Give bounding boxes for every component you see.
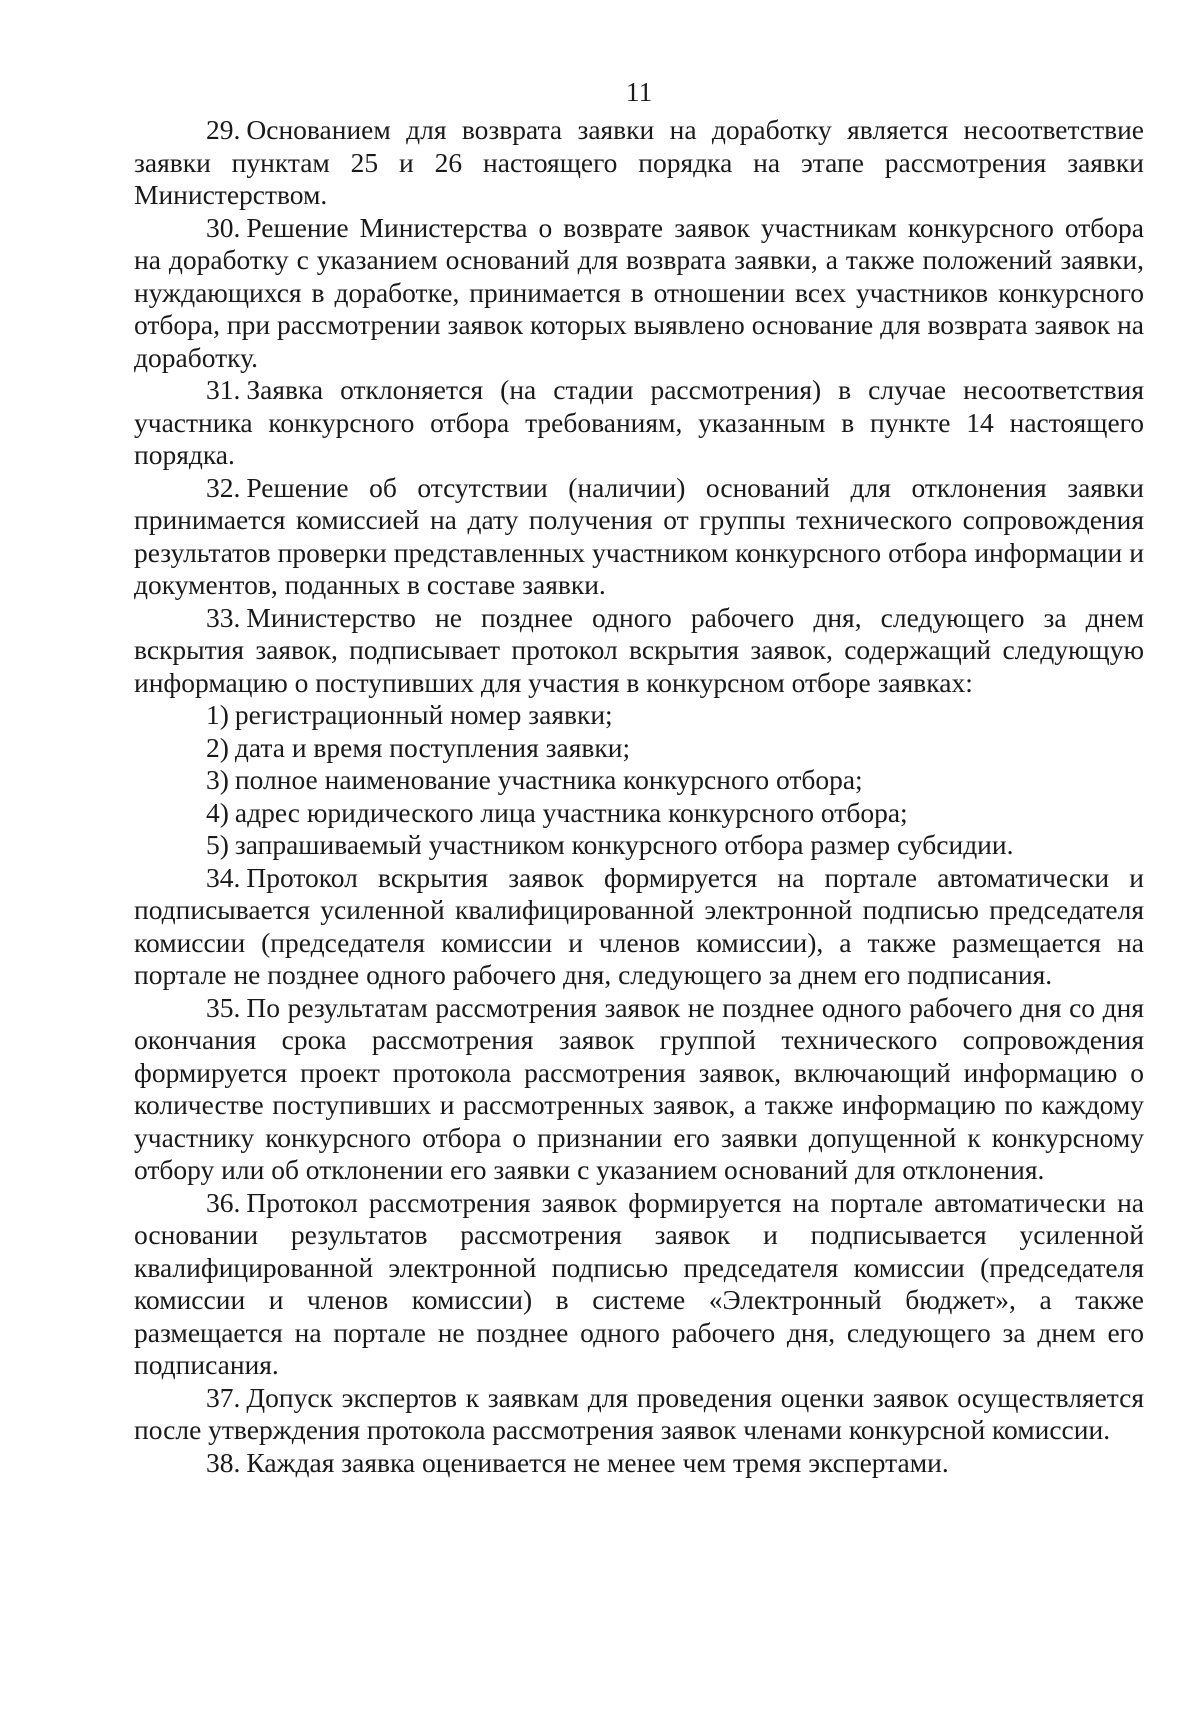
list-item-3 bbox=[134, 764, 1144, 797]
list-item-number: 1) bbox=[206, 699, 229, 730]
list-item-number: 5) bbox=[206, 829, 229, 860]
list-item-text: полное наименование участника конкурсного отбора; bbox=[234, 764, 863, 795]
paragraph-number: 32. bbox=[206, 471, 241, 503]
paragraph-38 bbox=[134, 1447, 1144, 1480]
paragraph-36 bbox=[134, 1187, 1144, 1382]
list-item-2 bbox=[134, 732, 1144, 765]
page-number: 11 bbox=[625, 76, 653, 107]
paragraph-31 bbox=[134, 374, 1144, 472]
paragraph-text: Заявка отклоняется (на стадии рассмотрения) в случае несоответствия участника конкурсного отбора требованиям, указанным в пункте 14 настоящего порядка. bbox=[134, 374, 1144, 470]
paragraph-number: 37. bbox=[206, 1381, 241, 1413]
paragraph-number: 31. bbox=[206, 374, 241, 405]
list-item-text: адрес юридического лица участника конкурсного отбора; bbox=[234, 796, 908, 828]
paragraph-number: 29. bbox=[206, 114, 241, 145]
paragraph-text: Министерство не позднее одного рабочего дня, следующего за днем вскрытия заявок, подписывает протокол вскрытия заявок, содержащий следующую информацию о поступивших для участия в конкурсном отборе заявках: bbox=[134, 601, 1144, 698]
paragraph-text: Протокол вскрытия заявок формируется на портале автоматически и подписывается усиленной квалифицированной электронной подписью председателя комиссии (председателя комиссии и членов комиссии), а также размещается на портале не позднее одного рабочего дня, следующего за днем его подписания. bbox=[134, 861, 1144, 990]
paragraph-number: 30. bbox=[206, 211, 241, 243]
paragraph-text: Протокол рассмотрения заявок формируется на портале автоматически на основании результатов рассмотрения заявок и подписывается усиленной квалифицированной электронной подписью председателя комиссии (председателя комиссии и членов комиссии) в системе «Электронный бюджет», а также размещается на портале не позднее одного рабочего дня, следующего за днем его подписания. bbox=[134, 1186, 1144, 1380]
paragraph-number: 34. bbox=[206, 861, 241, 893]
paragraph-number: 36. bbox=[206, 1186, 241, 1218]
paragraph-number: 35. bbox=[206, 991, 241, 1023]
paragraph-text: Решение Министерства о возврате заявок участникам конкурсного отбора на доработку с указанием оснований для возврата заявки, а также положений заявки, нуждающихся в доработке, принимается в отношении всех участников конкурсного отбора, при рассмотрении заявок которых выявлено основание для возврата заявок на доработку. bbox=[134, 211, 1144, 373]
paragraph-text: По результатам рассмотрения заявок не позднее одного рабочего дня со дня окончания срока рассмотрения заявок группой технического сопровождения формируется проект протокола рассмотрения заявок, включающий информацию о количестве поступивших и рассмотренных заявок, а также информацию по каждому участнику конкурсного отбора о признании его заявки допущенной к конкурсному отбору или об отклонении его заявки с указанием оснований для отклонения. bbox=[134, 991, 1144, 1185]
list-item-text: запрашиваемый участником конкурсного отбора размер субсидии. bbox=[234, 829, 1014, 860]
document-page bbox=[134, 76, 1144, 1479]
list-item-number: 2) bbox=[206, 731, 229, 763]
list-item-5 bbox=[134, 829, 1144, 862]
list-item-text: регистрационный номер заявки; bbox=[234, 699, 613, 730]
paragraph-33 bbox=[134, 602, 1144, 700]
paragraph-number: 33. bbox=[206, 601, 241, 633]
paragraph-text: Допуск экспертов к заявкам для проведения оценки заявок осуществляется после утверждения протокола рассмотрения заявок членами конкурсной комиссии. bbox=[134, 1381, 1144, 1445]
paragraph-text: Основанием для возврата заявки на доработку является несоответствие заявки пунктам 25 и 26 настоящего порядка на этапе рассмотрения заявки Министерством. bbox=[134, 114, 1144, 210]
list-item-text: дата и время поступления заявки; bbox=[234, 731, 631, 763]
list-item-4 bbox=[134, 797, 1144, 830]
paragraph-32 bbox=[134, 472, 1144, 602]
paragraph-34 bbox=[134, 862, 1144, 992]
list-item-number: 3) bbox=[206, 764, 229, 795]
list-item-number: 4) bbox=[206, 796, 229, 828]
paragraph-text: Каждая заявка оценивается не менее чем тремя экспертами. bbox=[246, 1446, 949, 1478]
paragraph-number: 38. bbox=[206, 1446, 241, 1478]
paragraph-35 bbox=[134, 992, 1144, 1187]
paragraph-text: Решение об отсутствии (наличии) оснований для отклонения заявки принимается комиссией на дату получения от группы технического сопровождения результатов проверки представленных участником конкурсного отбора информации и документов, поданных в составе заявки. bbox=[134, 471, 1144, 600]
paragraph-37 bbox=[134, 1382, 1144, 1447]
paragraph-30 bbox=[134, 212, 1144, 375]
list-item-1 bbox=[134, 699, 1144, 732]
paragraph-29 bbox=[134, 114, 1144, 212]
